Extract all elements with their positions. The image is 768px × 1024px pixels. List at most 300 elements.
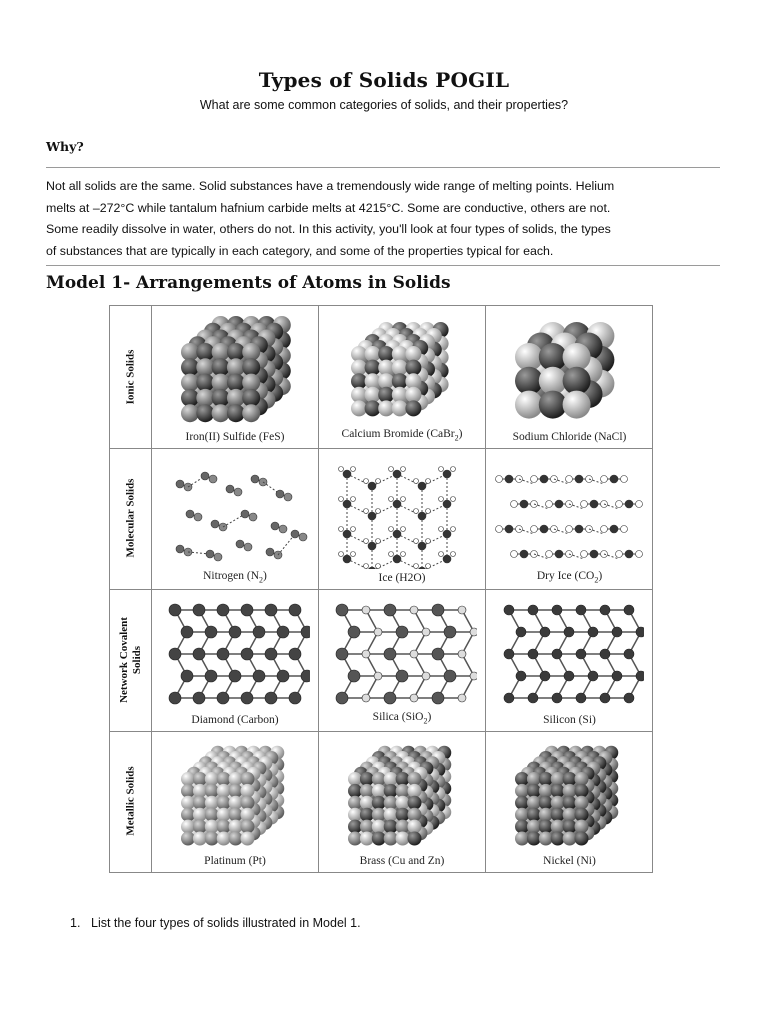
row-label (110, 448, 152, 590)
atom (384, 692, 396, 704)
atom (590, 500, 598, 508)
atom (426, 508, 431, 513)
atom (362, 694, 370, 702)
atom-sphere (563, 367, 591, 395)
atom (444, 626, 456, 638)
model-cell (152, 448, 319, 590)
atom (470, 628, 477, 636)
atom (193, 692, 205, 704)
structure-caption: Silicon (Si) (543, 713, 596, 726)
atom (368, 512, 376, 520)
structure-illustration (160, 595, 310, 710)
atom (581, 550, 588, 557)
atom (414, 478, 419, 483)
structure-illustration (327, 595, 477, 710)
model-grid (109, 305, 653, 873)
atom (576, 605, 586, 615)
atom (616, 500, 623, 507)
atom-sphere (242, 358, 260, 376)
atom (422, 628, 430, 636)
atom (555, 550, 563, 558)
atom (418, 567, 426, 569)
model-cell (319, 448, 486, 590)
atom (414, 508, 419, 513)
atom-sphere (408, 831, 422, 845)
atom (625, 550, 633, 558)
atom (496, 475, 503, 482)
atom (169, 604, 181, 616)
atom (291, 530, 299, 538)
model-cell (152, 306, 319, 448)
atom (555, 500, 563, 508)
atom (364, 563, 369, 568)
atom (426, 563, 431, 568)
structure-illustration (327, 454, 477, 569)
atom (389, 466, 394, 471)
atom (612, 627, 622, 637)
model-cell (486, 306, 653, 448)
atom (217, 648, 229, 660)
atom-sphere (193, 831, 207, 845)
atom (374, 672, 382, 680)
atom (439, 496, 444, 501)
atom (504, 693, 514, 703)
row-label (110, 731, 152, 873)
atom (244, 543, 252, 551)
atom (376, 538, 381, 543)
atom (276, 490, 284, 498)
atom (418, 542, 426, 550)
why-line: of substances that are typically in each category, and some of the properties typical for each. (46, 243, 554, 258)
model-cell (319, 589, 486, 731)
atom (241, 648, 253, 660)
atom (575, 525, 583, 533)
atom (351, 526, 356, 531)
atom (181, 626, 193, 638)
structure-caption: Silica (SiO$_2$) (372, 711, 432, 726)
atom (546, 550, 553, 557)
atom (426, 538, 431, 543)
why-line: Some readily dissolve in water, others do not. In this activity, you'll look at four types of solids, the types (46, 222, 611, 236)
atom (339, 551, 344, 556)
atom-sphere (563, 391, 591, 419)
structure-illustration (494, 737, 644, 852)
atom (389, 551, 394, 556)
structure-illustration (327, 737, 477, 852)
molecule-group (496, 475, 643, 559)
row-label-line: Ionic Solids (124, 349, 136, 405)
atom (384, 604, 396, 616)
atom (432, 692, 444, 704)
structure-caption: Nickel (Ni) (543, 855, 596, 867)
atom-sphere (575, 831, 589, 845)
atom (621, 525, 628, 532)
atom (393, 555, 401, 563)
atom (176, 545, 184, 553)
atom (443, 500, 451, 508)
atom (458, 606, 466, 614)
atom (348, 626, 360, 638)
structure-illustration (160, 737, 310, 852)
atom (217, 692, 229, 704)
atom (511, 550, 518, 557)
atom-sphere (392, 387, 408, 403)
model-cell (486, 731, 653, 873)
atom (439, 466, 444, 471)
model-cell (319, 731, 486, 873)
question-text: List the four types of solids illustrated in Model 1. (91, 916, 361, 930)
atom (389, 496, 394, 501)
atom (610, 475, 618, 483)
atom (588, 627, 598, 637)
atom (389, 526, 394, 531)
atom (540, 671, 550, 681)
atom-sphere (372, 831, 386, 845)
atom (588, 671, 598, 681)
atom (339, 496, 344, 501)
divider (46, 265, 720, 266)
atom (496, 525, 503, 532)
atom-sphere (205, 831, 219, 845)
atom (229, 626, 241, 638)
atom (241, 510, 249, 518)
atom (624, 693, 634, 703)
atom (277, 670, 289, 682)
atom (505, 475, 513, 483)
atom (601, 525, 608, 532)
atom (343, 500, 351, 508)
atom (343, 530, 351, 538)
atom (552, 693, 562, 703)
atom (234, 488, 242, 496)
atom (336, 648, 348, 660)
atom (451, 526, 456, 531)
question-item (70, 916, 361, 930)
atom (600, 605, 610, 615)
atom (511, 500, 518, 507)
atom (289, 604, 301, 616)
row-label-line: Network Covalent (117, 616, 130, 703)
atom (624, 605, 634, 615)
atom (401, 466, 406, 471)
atom (393, 530, 401, 538)
atom (301, 626, 310, 638)
atom (621, 475, 628, 482)
structure-caption: Ice (H2O) (378, 572, 426, 584)
atom (396, 670, 408, 682)
atom (176, 480, 184, 488)
atom (636, 500, 643, 507)
atom (418, 512, 426, 520)
atom (339, 466, 344, 471)
atom (443, 470, 451, 478)
atom (470, 672, 477, 680)
atom (251, 475, 259, 483)
atom (600, 649, 610, 659)
atom (552, 605, 562, 615)
atom (451, 466, 456, 471)
row-label-text (118, 617, 144, 703)
atom (504, 649, 514, 659)
structure-caption: Calcium Bromide (CaBr$_2$) (341, 428, 463, 443)
row-label-text (124, 479, 137, 558)
why-line: melts at –272°C while tantalum hafnium carbide melts at 4215°C. Some are conductive, others are not. (46, 200, 611, 215)
atom (616, 550, 623, 557)
atom-sphere (539, 367, 567, 395)
atom (432, 648, 444, 660)
atom-sphere (242, 389, 260, 407)
atom (564, 671, 574, 681)
atom (205, 626, 217, 638)
atom (236, 540, 244, 548)
atom (181, 670, 193, 682)
atom-sphere (539, 343, 567, 371)
atom (376, 508, 381, 513)
atom (540, 525, 548, 533)
atom-sphere (242, 343, 260, 361)
atom (362, 650, 370, 658)
atom (422, 672, 430, 680)
atom (265, 692, 277, 704)
atom-sphere (515, 391, 543, 419)
atom (193, 604, 205, 616)
why-paragraph (46, 176, 686, 262)
atom (426, 478, 431, 483)
structure-illustration (494, 312, 644, 427)
atom (351, 496, 356, 501)
atom (612, 671, 622, 681)
atom-sphere (242, 374, 260, 392)
atom (418, 482, 426, 490)
atom (410, 606, 418, 614)
atom (575, 475, 583, 483)
atom (636, 550, 643, 557)
structure-caption: Brass (Cu and Zn) (359, 855, 445, 867)
atom (289, 648, 301, 660)
molecule-group (339, 466, 456, 569)
atom (564, 627, 574, 637)
atom-sphere (242, 404, 260, 422)
atom (520, 550, 528, 558)
atom (540, 475, 548, 483)
structure-illustration (494, 595, 644, 710)
atom (576, 693, 586, 703)
atom (590, 550, 598, 558)
atom (393, 470, 401, 478)
row-label-line: Molecular Solids (124, 478, 136, 558)
atom (301, 670, 310, 682)
atom (439, 526, 444, 531)
atom (458, 650, 466, 658)
atom (546, 500, 553, 507)
row-label (110, 589, 152, 731)
atom (414, 538, 419, 543)
atom-sphere (181, 831, 195, 845)
atom (364, 508, 369, 513)
atom (451, 551, 456, 556)
atom (414, 563, 419, 568)
atom (374, 628, 382, 636)
atom (504, 605, 514, 615)
atom (343, 470, 351, 478)
atom (528, 693, 538, 703)
atom-sphere (515, 343, 543, 371)
atom (368, 542, 376, 550)
atom (253, 626, 265, 638)
atom (351, 466, 356, 471)
atom (581, 500, 588, 507)
atom (520, 500, 528, 508)
atom (516, 671, 526, 681)
structure-caption: Sodium Chloride (NaCl) (512, 430, 627, 443)
atom (401, 551, 406, 556)
atom (443, 530, 451, 538)
atom (531, 475, 538, 482)
atom (368, 482, 376, 490)
structure-illustration (160, 312, 310, 427)
model-heading: Model 1- Arrangements of Atoms in Solids (46, 273, 451, 293)
model-cell (486, 589, 653, 731)
atom (401, 526, 406, 531)
atom (339, 526, 344, 531)
atom (384, 648, 396, 660)
atom (253, 670, 265, 682)
atom-sphere (563, 343, 591, 371)
structure-caption: Platinum (Pt) (204, 855, 266, 867)
atom (351, 551, 356, 556)
network-group (169, 604, 310, 704)
atom (186, 510, 194, 518)
atom (205, 670, 217, 682)
atom (610, 525, 618, 533)
atom (265, 604, 277, 616)
atom (336, 692, 348, 704)
atom (516, 627, 526, 637)
atom (271, 522, 279, 530)
atom-sphere (405, 400, 421, 416)
atom (277, 626, 289, 638)
atom (336, 604, 348, 616)
atom (410, 650, 418, 658)
atom (636, 627, 644, 637)
structure-caption: Dry Ice $(CO_2)$ (536, 569, 603, 584)
atom (458, 694, 466, 702)
atom (362, 606, 370, 614)
structure-caption: Iron(II) Sulfide (FeS) (185, 430, 285, 443)
atom (194, 513, 202, 521)
molecule-group (176, 472, 307, 561)
model-cell (152, 731, 319, 873)
atom (265, 648, 277, 660)
atom (209, 475, 217, 483)
atom (217, 604, 229, 616)
atom (432, 604, 444, 616)
atom (284, 493, 292, 501)
atom (289, 692, 301, 704)
atom (625, 500, 633, 508)
atom (364, 538, 369, 543)
atom (566, 525, 573, 532)
atom (552, 649, 562, 659)
network-group (336, 604, 477, 704)
atom (624, 649, 634, 659)
atom (396, 626, 408, 638)
model-cell (486, 448, 653, 590)
atom (410, 694, 418, 702)
atom (279, 525, 287, 533)
atom (229, 670, 241, 682)
atom (600, 693, 610, 703)
atom (241, 692, 253, 704)
model-cell (319, 306, 486, 448)
atom-sphere (539, 391, 567, 419)
atom (528, 649, 538, 659)
atom (505, 525, 513, 533)
atom (368, 567, 376, 569)
atom (443, 555, 451, 563)
question-number: 1. (70, 916, 81, 930)
atom (169, 648, 181, 660)
atom (451, 496, 456, 501)
structure-illustration (160, 454, 310, 569)
row-label (110, 306, 152, 448)
why-line: Not all solids are the same. Solid substances have a tremendously wide range of melting points. Helium (46, 179, 615, 193)
why-heading: Why? (46, 139, 84, 154)
structure-caption: Diamond (Carbon) (191, 713, 279, 726)
atom-sphere (405, 387, 421, 403)
atom (193, 648, 205, 660)
row-label-text (124, 349, 137, 404)
atom-sphere (217, 831, 231, 845)
atom (249, 513, 257, 521)
atom-sphere (241, 831, 255, 845)
atom (444, 670, 456, 682)
atom (169, 692, 181, 704)
atom (206, 550, 214, 558)
atom (540, 627, 550, 637)
divider (46, 167, 720, 168)
atom (364, 478, 369, 483)
page-subtitle: What are some common categories of solids, and their properties? (199, 98, 569, 112)
atom (531, 525, 538, 532)
atom (376, 563, 381, 568)
atom (343, 555, 351, 563)
network-group (504, 605, 644, 703)
atom (266, 548, 274, 556)
atom (348, 670, 360, 682)
atom-sphere (348, 831, 362, 845)
atom (376, 478, 381, 483)
structure-illustration (327, 312, 477, 427)
atom (576, 649, 586, 659)
atom (528, 605, 538, 615)
row-label-text (124, 767, 137, 836)
atom (566, 475, 573, 482)
atom-sphere (515, 367, 543, 395)
atom-sphere (360, 831, 374, 845)
model-cell (152, 589, 319, 731)
atom (636, 671, 644, 681)
structure-caption: Nitrogen $(N_2)$ (203, 569, 267, 584)
atom (299, 533, 307, 541)
atom (401, 496, 406, 501)
atom (201, 472, 209, 480)
atom (601, 475, 608, 482)
atom (214, 553, 222, 561)
row-label-line: Solids (130, 645, 143, 674)
atom (211, 520, 219, 528)
row-label-line: Metallic Solids (124, 766, 136, 836)
